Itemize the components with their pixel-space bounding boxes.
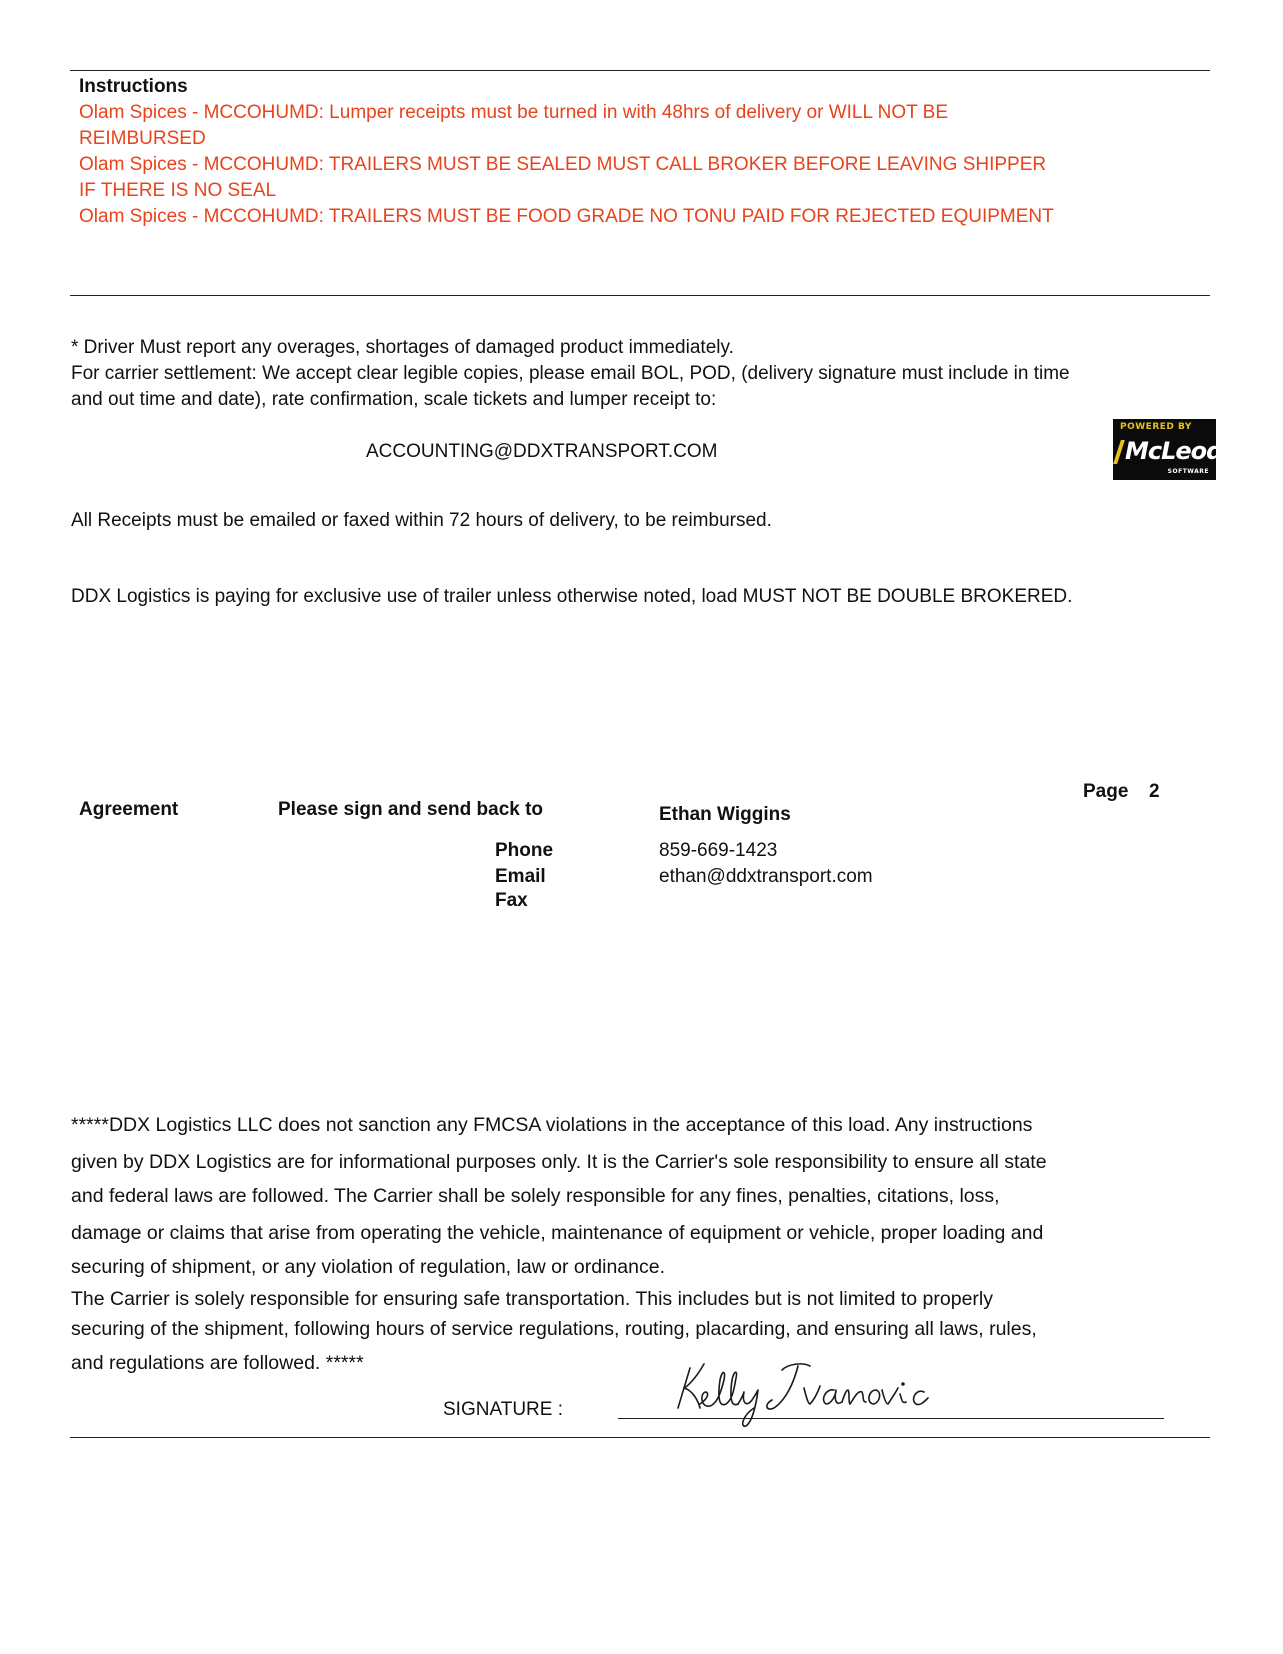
logo-brand: McLeod [1125,437,1223,465]
instruction-line: Olam Spices - MCCOHUMD: Lumper receipts must be turned in with 48hrs of delivery or WILL NOT BE [79,102,948,123]
top-divider [70,70,1210,71]
agreement-label: Agreement [79,799,179,820]
contact-name: Ethan Wiggins [659,804,791,825]
instructions-heading: Instructions [79,76,188,97]
instruction-line: IF THERE IS NO SEAL [79,180,277,201]
page-label: Page [1083,781,1129,802]
instructions-divider [70,295,1210,296]
settlement-note: For carrier settlement: We accept clear legible copies, please email BOL, POD, (delivery signature must include in time [71,363,1070,384]
handwritten-signature [670,1350,930,1430]
page-number: 2 [1149,781,1160,802]
phone-value: 859-669-1423 [659,840,778,861]
instruction-line: Olam Spices - MCCOHUMD: TRAILERS MUST BE SEALED MUST CALL BROKER BEFORE LEAVING SHIPPER [79,154,1047,175]
disclaimer-line: *****DDX Logistics LLC does not sanction any FMCSA violations in the acceptance of this load. Any instructions [71,1114,1033,1136]
signature-label: SIGNATURE : [443,1399,563,1420]
disclaimer-line: damage or claims that arise from operating the vehicle, maintenance of equipment or vehicle, proper loading and [71,1222,1044,1244]
instruction-line: REIMBURSED [79,128,206,149]
mcleod-logo [1113,419,1223,480]
phone-label: Phone [495,840,554,861]
fax-label: Fax [495,890,528,911]
disclaimer-line: and federal laws are followed. The Carrier shall be solely responsible for any fines, penalties, citations, loss, [71,1185,1000,1207]
logo-powered-by: POWERED BY [1120,422,1192,432]
exclusive-use-note: DDX Logistics is paying for exclusive use of trailer unless otherwise noted, load MUST NOT BE DOUBLE BROKERED. [71,586,1073,607]
logo-slash-mark [1113,440,1125,464]
receipts-note: All Receipts must be emailed or faxed within 72 hours of delivery, to be reimbursed. [71,510,772,531]
accounting-email: ACCOUNTING@DDXTRANSPORT.COM [366,441,718,462]
email-label: Email [495,866,546,887]
disclaimer-line: given by DDX Logistics are for informational purposes only. It is the Carrier's sole responsibility to ensure all state [71,1151,1047,1173]
bottom-divider [70,1437,1210,1438]
disclaimer-line: securing of the shipment, following hours of service regulations, routing, placarding, and ensuring all laws, rules, [71,1318,1037,1340]
settlement-note-cont: and out time and date), rate confirmation, scale tickets and lumper receipt to: [71,389,717,410]
email-value: ethan@ddxtransport.com [659,866,873,887]
disclaimer-line: and regulations are followed. ***** [71,1352,364,1374]
instruction-line: Olam Spices - MCCOHUMD: TRAILERS MUST BE FOOD GRADE NO TONU PAID FOR REJECTED EQUIPMENT [79,206,1054,227]
driver-note: * Driver Must report any overages, shortages of damaged product immediately. [71,337,734,358]
disclaimer-line: securing of shipment, or any violation of regulation, law or ordinance. [71,1256,665,1278]
logo-software: SOFTWARE [1167,468,1209,475]
send-back-label: Please sign and send back to [278,799,544,820]
disclaimer-line: The Carrier is solely responsible for ensuring safe transportation. This includes but is not limited to properly [71,1288,993,1310]
